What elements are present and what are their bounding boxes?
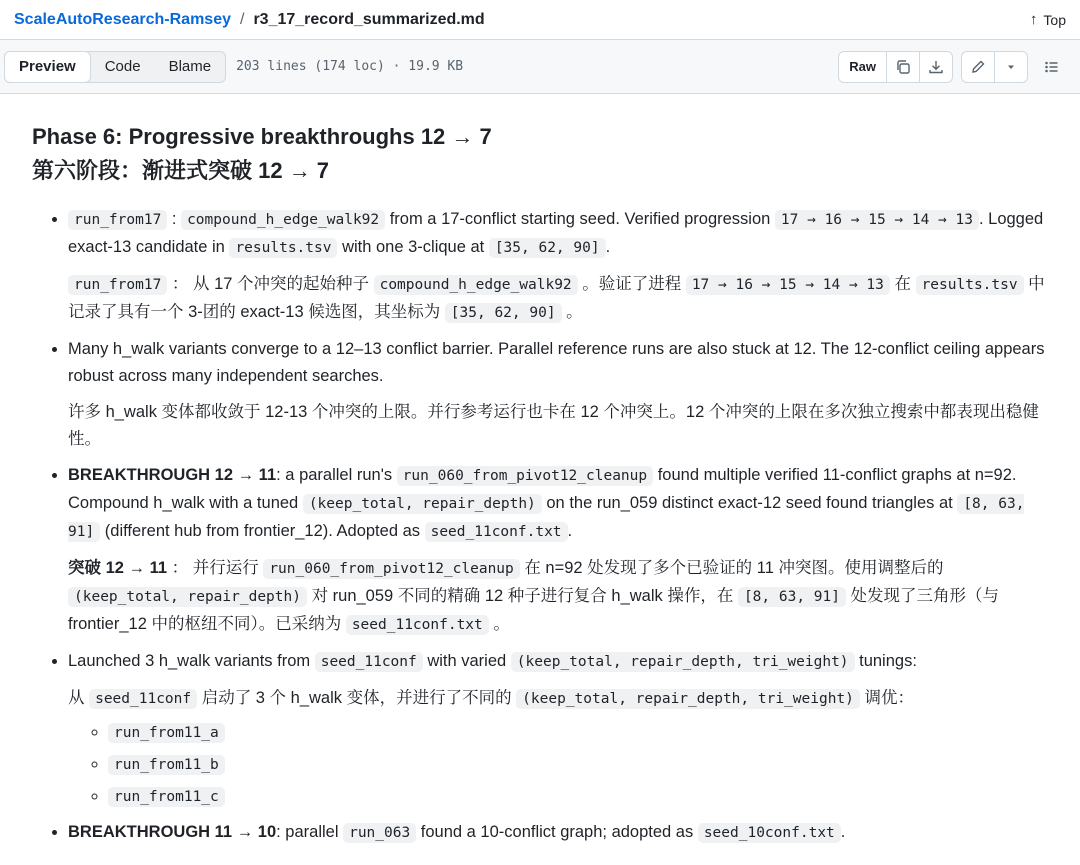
text: Launched 3 h_walk variants from (68, 652, 315, 670)
text: 启动了 3 个 h_walk 变体，并进行了不同的 (197, 689, 517, 707)
list-item (68, 336, 1048, 453)
text: ： 从 17 个冲突的起始种子 (167, 275, 374, 293)
paragraph-en (68, 819, 1048, 847)
text: found multiple verified 11-conflict graphs at n=92. Compound h_walk with a tuned (68, 466, 1017, 512)
text: 处发现了三角形（与 frontier_12 中的枢纽不同）。已采纳为 (68, 587, 1000, 633)
inline-code: seed_10conf.txt (698, 823, 841, 843)
inline-code: (keep_total, repair_depth, tri_weight) (511, 652, 855, 672)
breadcrumb (14, 11, 485, 29)
inline-code: run_from17 (68, 210, 167, 230)
breadcrumb-separator: / (240, 10, 245, 28)
file-header (0, 0, 1080, 40)
inline-code: [8, 63, 91] (68, 496, 1025, 540)
text: 。 (561, 303, 583, 321)
bold-text: 突破 12 → 11 (68, 559, 168, 577)
arrow-up-icon: ↑ (1029, 11, 1038, 28)
text: 对 run_059 不同的精确 12 种子进行复合 h_walk 操作，在 (306, 587, 738, 605)
pencil-icon (970, 59, 986, 75)
list-item (68, 206, 1048, 327)
breadcrumb-repo-link[interactable]: ScaleAutoResearch-Ramsey (14, 10, 231, 28)
inline-code: [8, 63, 91] (738, 587, 846, 607)
inline-code: [35, 62, 90] (445, 303, 562, 323)
edit-dropdown-button[interactable] (994, 52, 1027, 82)
paragraph-zh: 许多 h_walk 变体都收敛于 12-13 个冲突的上限。并行参考运行也卡在 12 个冲突上。12 个冲突的上限在多次独立搜索中都表现出稳健性。 (68, 403, 1039, 448)
paragraph-zh (68, 271, 1048, 327)
inline-code: 17 → 16 → 15 → 14 → 13 (775, 210, 979, 230)
edit-button[interactable] (962, 52, 994, 82)
paragraph-en (68, 206, 1048, 262)
text: 中记录了具有一个 3-团的 exact-13 候选图，其坐标为 (68, 275, 1045, 321)
text: found a 10-conflict graph; adopted as (416, 823, 698, 841)
inline-code: run_from11_a (108, 723, 225, 743)
inline-code: run_060_from_pivot12_cleanup (263, 559, 519, 579)
inline-code: results.tsv (229, 238, 337, 258)
top-button[interactable] (1030, 12, 1066, 28)
copy-button[interactable] (886, 52, 919, 82)
sub-list (68, 719, 1048, 810)
heading-en: Phase 6: Progressive breakthroughs 12 → 7 (32, 124, 492, 149)
inline-code: seed_11conf (89, 689, 197, 709)
inline-code: run_063 (343, 823, 416, 843)
text: 在 (889, 275, 916, 293)
tab-code[interactable]: Code (104, 58, 141, 75)
text: 调优： (859, 689, 914, 707)
sub-list-item (108, 751, 1048, 778)
tab-blame[interactable]: Blame (168, 58, 212, 75)
text: . (840, 823, 846, 841)
text: tunings: (854, 652, 917, 670)
download-button[interactable] (919, 52, 952, 82)
triangle-down-icon (1003, 59, 1019, 75)
text: on the run_059 distinct exact-12 seed found triangles at (541, 494, 958, 512)
sub-list-item (108, 719, 1048, 746)
download-icon (928, 59, 944, 75)
heading-zh: 第六阶段：渐进式突破 12 → 7 (32, 158, 330, 183)
text: 从 (68, 689, 90, 707)
markdown-body (0, 94, 1080, 847)
copy-icon (895, 59, 911, 75)
inline-code: run_060_from_pivot12_cleanup (397, 466, 653, 486)
list-item (68, 462, 1048, 639)
inline-code: [35, 62, 90] (489, 238, 606, 258)
text: 。 (488, 615, 510, 633)
text: 在 n=92 处发现了多个已验证的 11 冲突图。使用调整后的 (519, 559, 944, 577)
paragraph-zh (68, 555, 1048, 639)
text: with one 3-clique at (337, 238, 489, 256)
inline-code: seed_11conf (315, 652, 423, 672)
edit-group (961, 51, 1028, 83)
text: : (167, 210, 182, 228)
inline-code: (keep_total, repair_depth) (68, 587, 307, 607)
inline-code: run_from17 (68, 275, 167, 295)
text: . (567, 522, 573, 540)
paragraph-en: • Many h_walk variants converge to a 12–13 conflict barrier. Parallel reference runs are also stuck at 12. The 12-conflict ceiling appears robust across many independent searches. (68, 340, 1045, 385)
text: 。验证了进程 (577, 275, 686, 293)
inline-code: run_from11_c (108, 787, 225, 807)
list-item (68, 819, 1048, 847)
inline-code: results.tsv (916, 275, 1024, 295)
view-mode-tabs (4, 51, 226, 83)
inline-code: compound_h_edge_walk92 (181, 210, 385, 230)
text: . (605, 238, 611, 256)
outline-button[interactable] (1036, 52, 1068, 82)
top-label: Top (1043, 11, 1066, 28)
file-toolbar (0, 40, 1080, 94)
bullet-list (32, 206, 1048, 847)
text: ： 并行运行 (167, 559, 264, 577)
paragraph-en (68, 648, 1048, 676)
sub-list-item (108, 783, 1048, 810)
text: (different hub from frontier_12). Adopted as (100, 522, 425, 540)
tab-preview[interactable]: Preview (4, 51, 91, 83)
text: from a 17-conflict starting seed. Verified progression (385, 210, 775, 228)
text: : parallel (276, 823, 344, 841)
text: . Logged exact-13 candidate in (68, 210, 1044, 256)
breadcrumb-file-name: r3_17_record_summarized.md (253, 10, 485, 28)
bold-text: BREAKTHROUGH 11 → 10 (68, 823, 277, 841)
paragraph-zh (68, 685, 1048, 713)
inline-code: 17 → 16 → 15 → 14 → 13 (686, 275, 890, 295)
inline-code: (keep_total, repair_depth) (303, 494, 542, 514)
inline-code: (keep_total, repair_depth, tri_weight) (516, 689, 860, 709)
inline-code: seed_11conf.txt (346, 615, 489, 635)
inline-code: run_from11_b (108, 755, 225, 775)
inline-code: compound_h_edge_walk92 (374, 275, 578, 295)
list-item (68, 648, 1048, 810)
list-unordered-icon (1044, 59, 1060, 75)
bold-text: BREAKTHROUGH 12 → 11 (68, 466, 277, 484)
file-info: 203 lines (174 loc) · 19.9 KB (236, 59, 464, 74)
text: : a parallel run's (276, 466, 397, 484)
inline-code: seed_11conf.txt (425, 522, 568, 542)
raw-button[interactable]: Raw (849, 59, 876, 74)
text: with varied (422, 652, 511, 670)
raw-copy-download-group (838, 51, 953, 83)
paragraph-en (68, 462, 1048, 546)
